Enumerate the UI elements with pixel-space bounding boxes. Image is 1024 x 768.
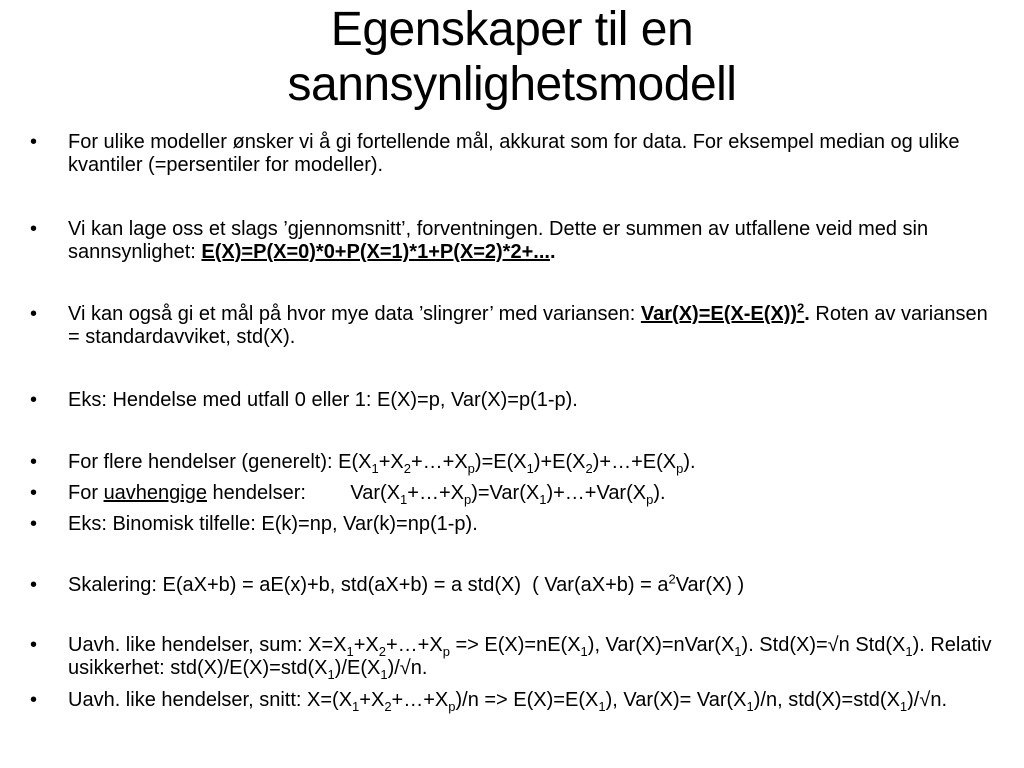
bullet-text: For uavhengige hendelser: $Var(X_1+\dots+X_p)=Var(X_1)+\dots+Var(X_p)$. <box>68 482 666 507</box>
bullet-text: Skalering: E(aX+b) = aE(x)+b, std(aX+b) = a std(X) ( $Var(aX+b) = a^2Var(X)$ ) <box>68 571 745 596</box>
bullet-bernoulli-example <box>0 389 1000 412</box>
bullet-marker: • <box>30 451 38 473</box>
bullet-sum-expectation <box>0 451 1000 474</box>
bullet-marker: • <box>30 513 38 535</box>
bullet-text: Vi kan også gi et mål på hvor mye data ’slingrer’ med variansen: $Var(X)=E(X-E(X))^2$. Roten av variansen = standardavviket, std(X). <box>68 300 988 348</box>
expectation-formula: E(X)=P(X=0)*0+P(X=1)*1+P(X=2)*2+... <box>201 241 550 263</box>
title-line-2: sannsynlighetsmodell <box>287 58 737 111</box>
bullet-marker: • <box>30 482 38 504</box>
bullet-marker: • <box>30 218 38 240</box>
bullet-iid-sum <box>0 634 1000 680</box>
bullet-marker: • <box>30 574 38 596</box>
bullet-variance <box>0 300 1000 349</box>
bullet-iid-mean <box>0 689 1000 712</box>
bullet-marker: • <box>30 131 38 153</box>
bullet-descriptive-measures <box>0 131 1000 177</box>
bullet-marker: • <box>30 303 38 325</box>
bullet-text: Uavh. like hendelser, sum: $X=X_1+X_2+\dots+X_p => E(X)=nE(X_1)$, $Var(X)=nVar(X_1)$. Std(X)=√n $Std(X_1)$. Relativ usikkerhet: $std(X)/E(X)=std(X_1)/E(X_1)/√n$. <box>68 634 992 682</box>
bullet-binomial-example <box>0 513 1000 536</box>
slide-title <box>0 2 1024 112</box>
bullet-text: For flere hendelser (generelt): $E(X_1+X_2+\dots+X_p)=E(X_1)+E(X_2)+\dots+E(X_p)$. <box>68 451 696 476</box>
bullet-marker: • <box>30 389 38 411</box>
bullet-text: Uavh. like hendelser, snitt: $X=(X_1+X_2+\dots+X_p)/n => E(X)=E(X_1)$, $Var(X)= Var(X_1)/n$, $std(X)=std(X_1)/√n$. <box>68 689 948 714</box>
bullet-text: For ulike modeller ønsker vi å gi fortellende mål, akkurat som for data. For eksempel median og ulike kvantiler (=persentiler for modeller). <box>68 131 960 176</box>
bullet-expectation <box>0 218 1000 264</box>
bullet-text: Eks: Hendelse med utfall 0 eller 1: E(X)=p, Var(X)=p(1-p). <box>68 389 578 411</box>
uavhengige-underlined: uavhengige <box>103 482 207 504</box>
bullet-text: Vi kan lage oss et slags ’gjennomsnitt’, forventningen. Dette er summen av utfallene veid med sin sannsynlighet: E(X)=P(X=0)*0+P(X=1)*1+P(X=2)*2+.... <box>68 218 929 263</box>
bullet-marker: • <box>30 634 38 656</box>
bullet-text: Eks: Binomisk tilfelle: E(k)=np, Var(k)=np(1-p). <box>68 513 478 535</box>
bullet-scaling <box>0 571 1000 597</box>
bullet-independent-variance <box>0 482 1000 505</box>
title-line-1: Egenskaper til en <box>330 3 694 56</box>
variance-formula: $Var(X)=E(X-E(X))^2$ <box>640 300 805 325</box>
bullet-marker: • <box>30 689 38 711</box>
